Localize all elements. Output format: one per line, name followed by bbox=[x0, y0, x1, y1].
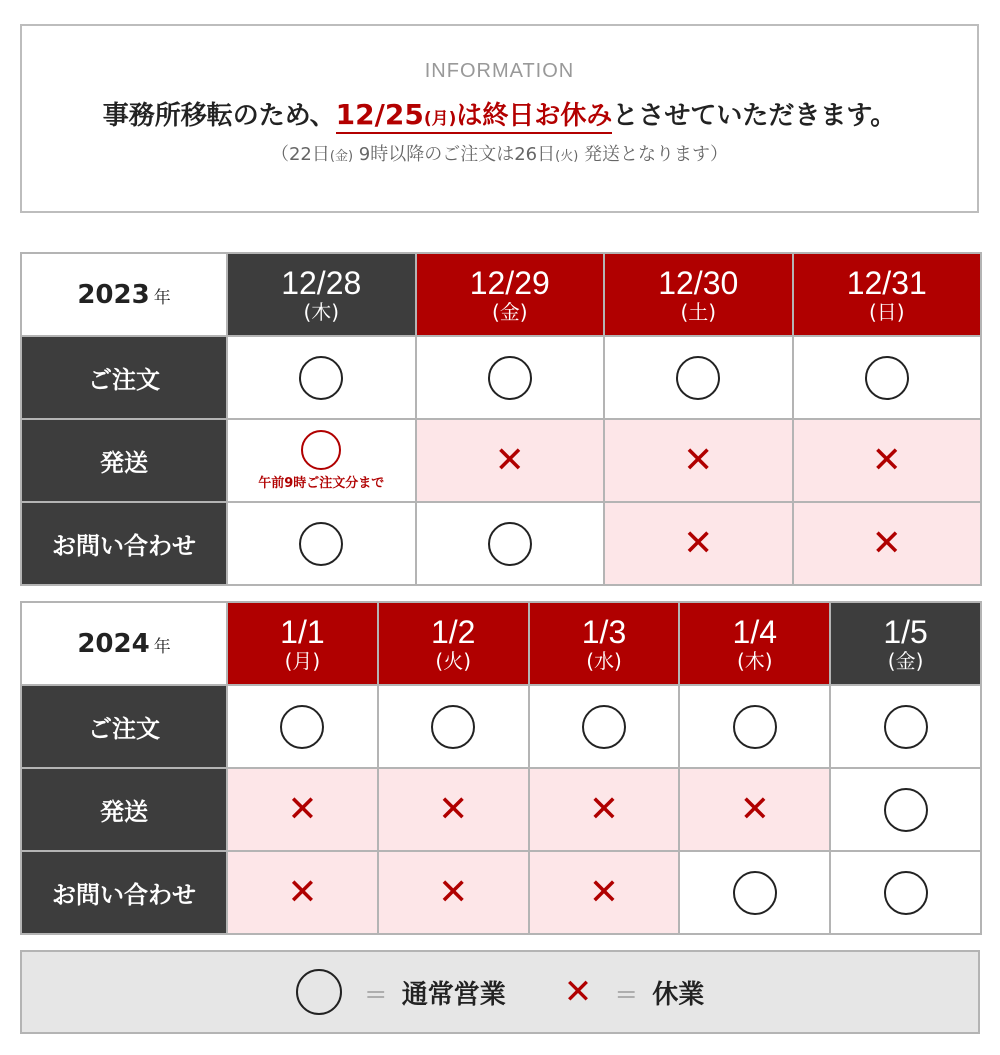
info-closed-date: 12/25 bbox=[335, 98, 424, 131]
circle-icon bbox=[299, 356, 343, 400]
status-open-cell bbox=[416, 336, 605, 419]
cross-icon: ✕ bbox=[588, 788, 620, 830]
date-label: 12/30 bbox=[658, 265, 739, 301]
date-header bbox=[227, 602, 378, 685]
table-row bbox=[21, 685, 981, 768]
status-closed-cell bbox=[529, 768, 680, 851]
circle-icon bbox=[884, 705, 928, 749]
legend-open-label: 通常営業 bbox=[401, 979, 506, 1010]
table-row bbox=[21, 502, 981, 585]
date-header bbox=[793, 253, 982, 336]
status-open-cell bbox=[679, 685, 830, 768]
info-closed-weekday: (月) bbox=[423, 109, 457, 129]
cross-icon: ✕ bbox=[287, 788, 318, 830]
status-closed-cell bbox=[793, 502, 982, 585]
schedule-table-2024 bbox=[20, 601, 982, 935]
date-label: 1/4 bbox=[732, 614, 778, 650]
status-closed-cell bbox=[679, 768, 830, 851]
circle-icon bbox=[733, 705, 777, 749]
table-row bbox=[21, 419, 981, 502]
circle-icon bbox=[884, 871, 928, 915]
cross-icon: ✕ bbox=[438, 871, 469, 913]
row-label: お問い合わせ bbox=[21, 502, 227, 585]
status-closed-cell bbox=[529, 851, 680, 934]
year-cell bbox=[21, 602, 227, 685]
row-label: 発送 bbox=[21, 768, 227, 851]
cross-icon: ✕ bbox=[683, 522, 714, 564]
status-closed-cell bbox=[378, 768, 529, 851]
status-open-cell bbox=[227, 685, 378, 768]
status-open-cell bbox=[830, 851, 981, 934]
info-sub-b-day: (火) bbox=[555, 149, 579, 164]
circle-icon bbox=[884, 788, 928, 832]
table-row bbox=[21, 851, 981, 934]
info-sub-c: 発送となります） bbox=[584, 144, 729, 165]
info-main-suffix: とさせていただきます。 bbox=[612, 101, 897, 131]
status-open-cell bbox=[793, 336, 982, 419]
status-open-cell bbox=[227, 336, 416, 419]
legend-closed-label: 休業 bbox=[652, 979, 705, 1010]
info-sub-b: 9時以降のご注文は26日 bbox=[358, 144, 556, 165]
info-closed-text: は終日お休み bbox=[456, 101, 613, 131]
year-cell bbox=[21, 253, 227, 336]
shipping-cutoff-note: 午前9時ご注文分まで bbox=[258, 476, 385, 491]
weekday-label: (木) bbox=[736, 649, 773, 673]
circle-icon bbox=[280, 705, 324, 749]
date-header bbox=[227, 253, 416, 336]
weekday-label: (金) bbox=[491, 300, 528, 324]
circle-icon bbox=[488, 356, 532, 400]
status-open-cell bbox=[679, 851, 830, 934]
date-header bbox=[529, 602, 680, 685]
circle-icon bbox=[431, 705, 475, 749]
weekday-label: (月) bbox=[284, 649, 321, 673]
circle-icon bbox=[865, 356, 909, 400]
year-suffix: 年 bbox=[153, 636, 171, 657]
row-label: 発送 bbox=[21, 419, 227, 502]
status-open-cell bbox=[604, 336, 793, 419]
cross-icon: ✕ bbox=[287, 871, 318, 913]
weekday-label: (金) bbox=[887, 649, 924, 673]
cross-icon: ✕ bbox=[494, 439, 525, 481]
status-open-cell bbox=[416, 502, 605, 585]
date-label: 12/28 bbox=[281, 265, 362, 301]
weekday-label: (木) bbox=[303, 300, 340, 324]
date-label: 1/3 bbox=[581, 614, 627, 650]
status-closed-cell bbox=[604, 419, 793, 502]
circle-icon bbox=[733, 871, 777, 915]
status-open-cell bbox=[378, 685, 529, 768]
info-sub-a: （22日 bbox=[270, 144, 330, 165]
info-main-prefix: 事務所移転のため、 bbox=[102, 101, 336, 131]
cross-icon: ✕ bbox=[739, 788, 770, 830]
date-header bbox=[679, 602, 830, 685]
weekday-label: (水) bbox=[586, 649, 622, 673]
schedule-table-2023 bbox=[20, 252, 982, 586]
date-label: 1/1 bbox=[280, 614, 325, 650]
status-open-cell bbox=[529, 685, 680, 768]
table-row bbox=[21, 768, 981, 851]
weekday-label: (日) bbox=[868, 300, 905, 324]
row-label: ご注文 bbox=[21, 336, 227, 419]
circle-icon bbox=[301, 430, 341, 470]
date-label: 1/2 bbox=[430, 614, 476, 650]
weekday-label: (土) bbox=[680, 300, 717, 324]
cross-icon: ✕ bbox=[563, 972, 593, 1012]
status-open-cell bbox=[830, 768, 981, 851]
legend-equals-open: ＝ bbox=[363, 980, 388, 1009]
status-closed-cell bbox=[416, 419, 605, 502]
circle-icon bbox=[488, 522, 532, 566]
circle-icon bbox=[296, 969, 342, 1015]
cross-icon: ✕ bbox=[588, 871, 620, 913]
date-header bbox=[378, 602, 529, 685]
year-number: 2024 bbox=[77, 628, 150, 659]
status-closed-cell bbox=[793, 419, 982, 502]
status-closed-cell bbox=[227, 851, 378, 934]
year-number: 2023 bbox=[77, 279, 150, 310]
circle-icon bbox=[676, 356, 720, 400]
status-closed-cell bbox=[604, 502, 793, 585]
date-label: 1/5 bbox=[883, 614, 928, 650]
cross-icon: ✕ bbox=[871, 522, 902, 564]
table-row bbox=[21, 336, 981, 419]
info-main-message bbox=[22, 95, 977, 132]
circle-icon bbox=[299, 522, 343, 566]
status-open-cell bbox=[227, 419, 416, 502]
info-sub-message bbox=[22, 140, 977, 166]
info-sub-a-day: (金) bbox=[329, 149, 354, 164]
row-label: ご注文 bbox=[21, 685, 227, 768]
status-closed-cell bbox=[378, 851, 529, 934]
row-label: お問い合わせ bbox=[21, 851, 227, 934]
cross-icon: ✕ bbox=[871, 439, 902, 481]
status-closed-cell bbox=[227, 768, 378, 851]
legend bbox=[20, 950, 980, 1034]
status-open-cell bbox=[227, 502, 416, 585]
legend-equals-closed: ＝ bbox=[614, 980, 639, 1009]
status-open-cell bbox=[830, 685, 981, 768]
date-header bbox=[604, 253, 793, 336]
cross-icon: ✕ bbox=[438, 788, 469, 830]
date-label: 12/29 bbox=[469, 265, 550, 301]
info-title: INFORMATION bbox=[424, 60, 575, 82]
info-closed-day bbox=[335, 98, 613, 134]
date-label: 12/31 bbox=[846, 265, 927, 301]
cross-icon: ✕ bbox=[683, 439, 714, 481]
weekday-label: (火) bbox=[435, 649, 471, 673]
date-header bbox=[830, 602, 981, 685]
date-header bbox=[416, 253, 605, 336]
year-suffix: 年 bbox=[153, 287, 171, 308]
circle-icon bbox=[582, 705, 626, 749]
information-box bbox=[20, 24, 979, 213]
